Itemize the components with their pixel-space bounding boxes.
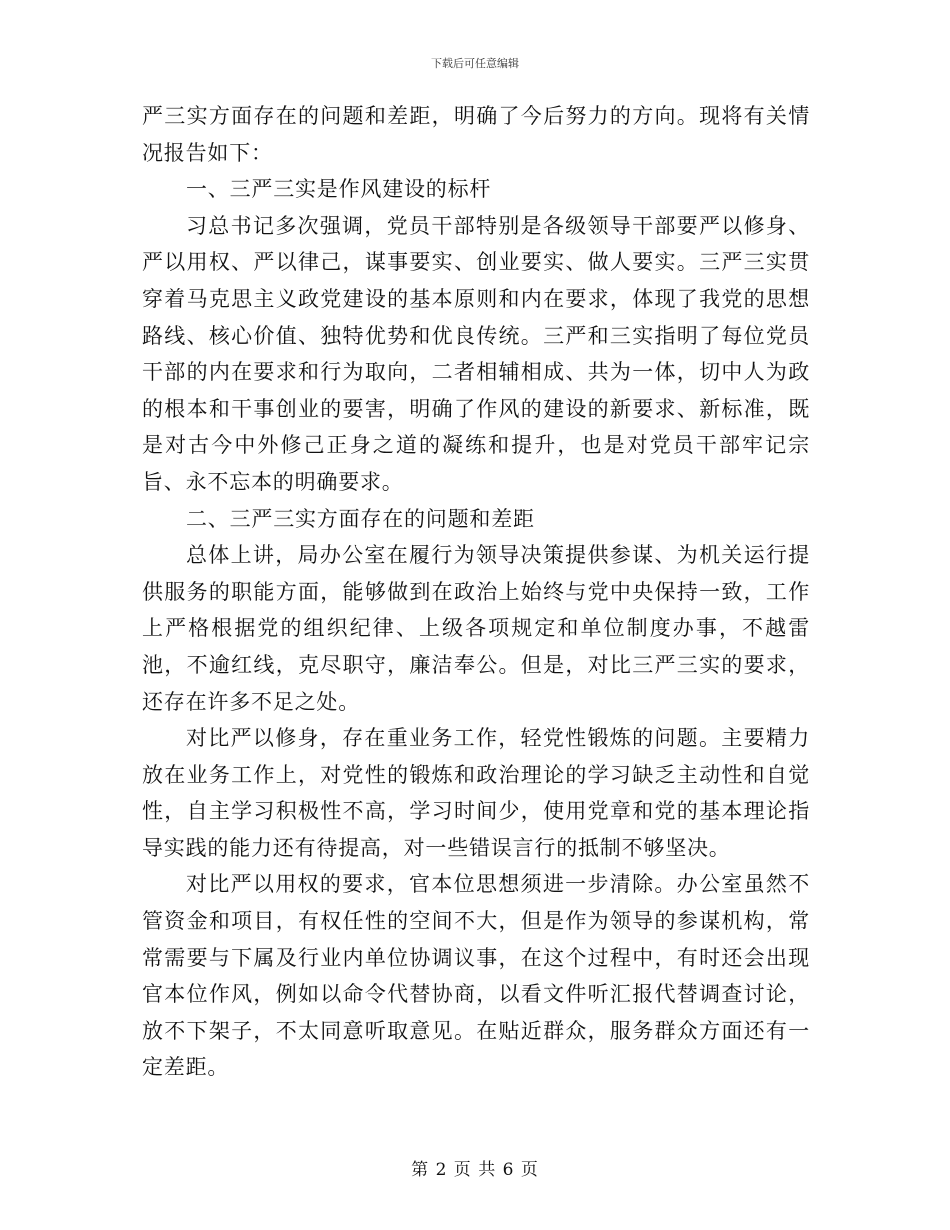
paragraph-use-of-power: 对比严以用权的要求，官本位思想须进一步清除。办公室虽然不管资金和项目，有权任性的空间不大，但是作为领导的参谋机构，常常需要与下属及行业内单位协调议事，在这个过程中，有时还会出现官本位作风，例如以命令代替协商，以看文件听汇报代替调查讨论，放不下架子，不太同意听取意见。在贴近群众，服务群众方面还有一定差距。 bbox=[142, 872, 810, 1080]
document-body bbox=[142, 98, 810, 1086]
section-heading-2: 二、三严三实方面存在的问题和差距 bbox=[186, 506, 535, 531]
paragraph-three-stricts: 习总书记多次强调，党员干部特别是各级领导干部要严以修身、严以用权、严以律己，谋事要实、创业要实、做人要实。三严三实贯穿着马克思主义政党建设的基本原则和内在要求，体现了我党的思想路线、核心价值、独特优势和优良传统。三严和三实指明了每位党员干部的内在要求和行为取向，二者相辅相成、共为一体，切中人为政的根本和干事创业的要害，明确了作风的建设的新要求、新标准，既是对古今中外修己正身之道的凝练和提升，也是对党员干部牢记宗旨、永不忘本的明确要求。 bbox=[142, 213, 810, 494]
paragraph-self-cultivation: 对比严以修身，存在重业务工作，轻党性锻炼的问题。主要精力放在业务工作上，对党性的锻炼和政治理论的学习缺乏主动性和自觉性，自主学习积极性不高，学习时间少，使用党章和党的基本理论指导实践的能力还有待提高，对一些错误言行的抵制不够坚决。 bbox=[142, 726, 810, 860]
page-number-footer: 第 2 页 共 6 页 bbox=[411, 1160, 539, 1180]
paragraph-report-intro: 严三实方面存在的问题和差距，明确了今后努力的方向。现将有关情况报告如下： bbox=[142, 104, 810, 165]
section-heading-1: 一、三严三实是作风建设的标杆 bbox=[186, 177, 492, 202]
paragraph-overall: 总体上讲，局办公室在履行为领导决策提供参谋、为机关运行提供服务的职能方面，能够做到在政治上始终与党中央保持一致，工作上严格根据党的组织纪律、上级各项规定和单位制度办事，不越雷池，不逾红线，克尽职守，廉洁奉公。但是，对比三严三实的要求，还存在许多不足之处。 bbox=[142, 543, 810, 714]
page-header-note: 下载后可任意编辑 bbox=[431, 57, 519, 70]
